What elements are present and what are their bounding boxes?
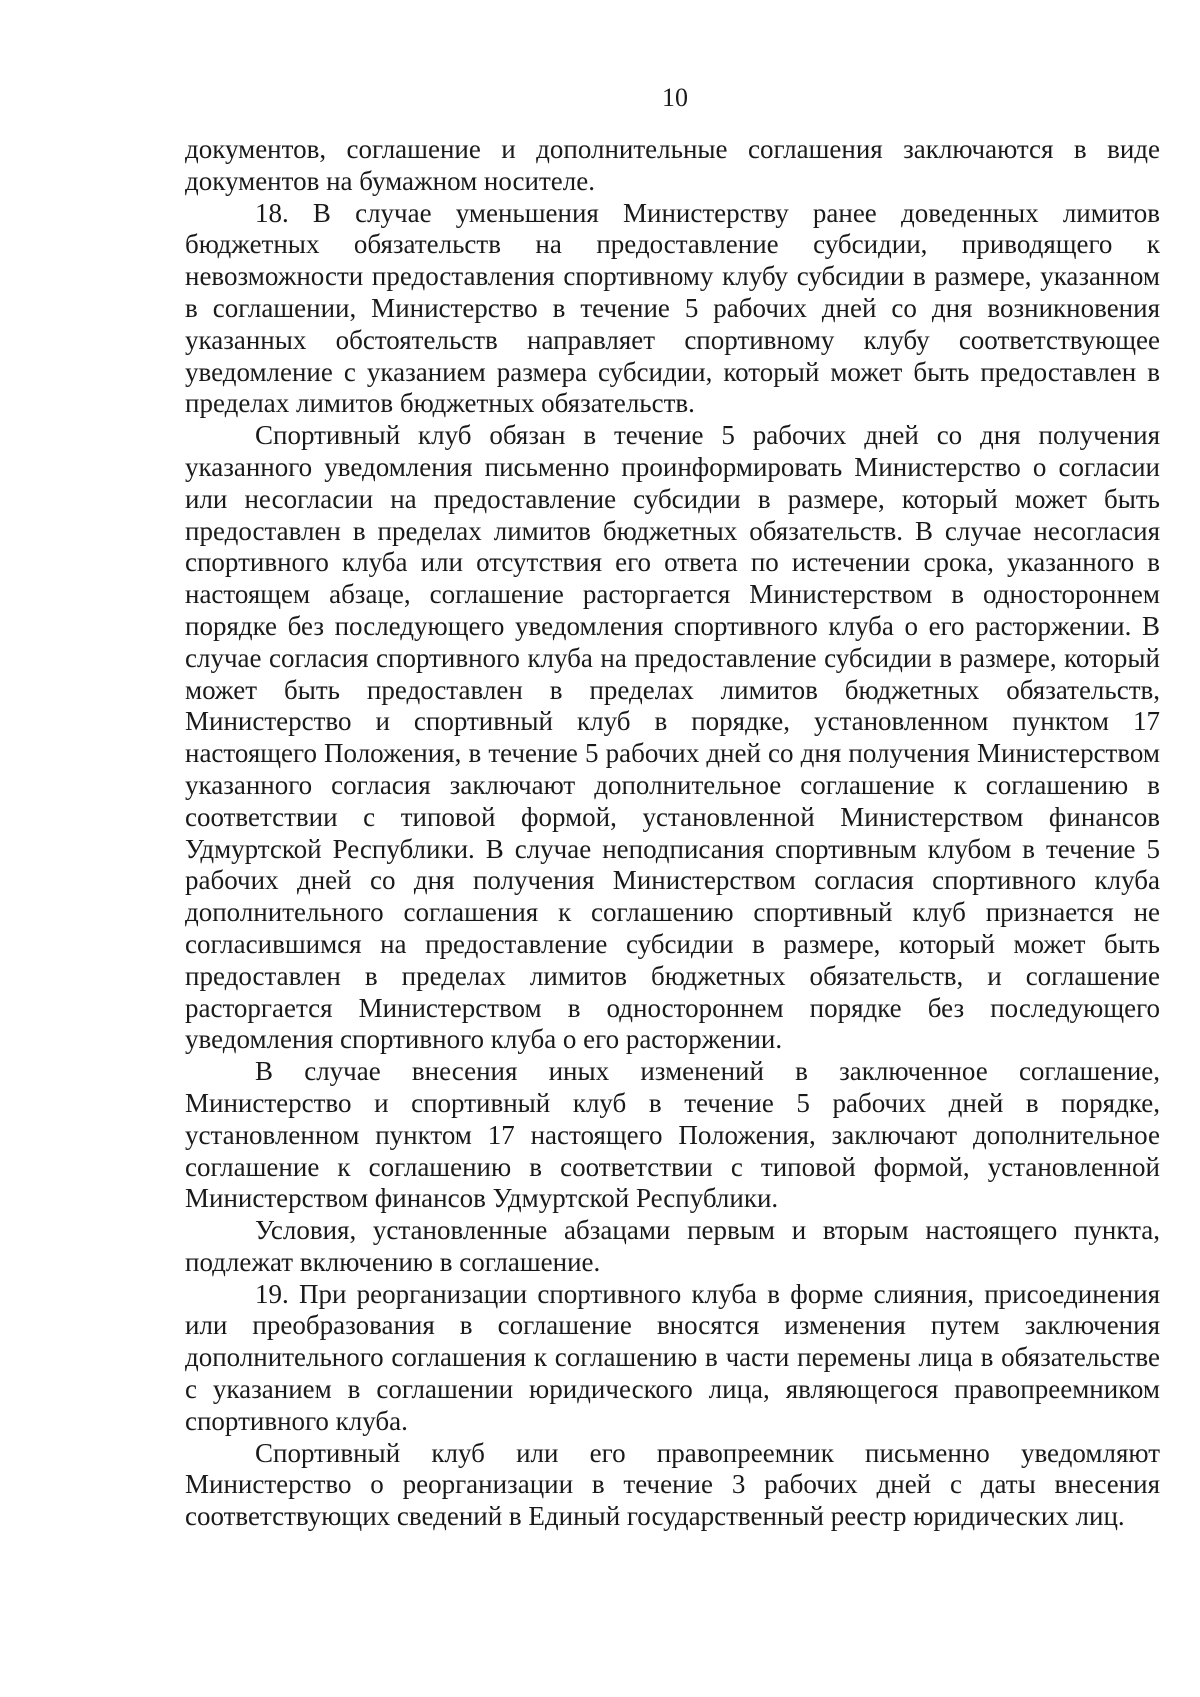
paragraph-item-18: 18. В случае уменьшения Министерству ранее доведенных лимитов бюджетных обязательств на предоставление субсидии, приводящего к невозможности предоставления спортивному клубу субсидии в размере, указанном в соглашении, Министерство в течение 5 рабочих дней со дня возникновения указанных обстоятельств направляет спортивному клубу соответствующее уведомление с указанием размера субсидии, который может быть предоставлен в пределах лимитов бюджетных обязательств. <box>185 197 1160 419</box>
paragraph-reorganization-notice: Спортивный клуб или его правопреемник письменно уведомляют Министерство о реорганизации в течение 3 рабочих дней с даты внесения соответствующих сведений в Единый государственный реестр юридических лиц. <box>185 1437 1160 1532</box>
paragraph-item-19: 19. При реорганизации спортивного клуба в форме слияния, присоединения или преобразования в соглашение вносятся изменения путем заключения дополнительного соглашения к соглашению в части перемены лица в обязательстве с указанием в соглашении юридического лица, являющегося правопреемником спортивного клуба. <box>185 1278 1160 1436</box>
paragraph-continuation: документов, соглашение и дополнительные соглашения заключаются в виде документов на бумажном носителе. <box>185 134 1160 196</box>
page-number: 10 <box>662 83 688 112</box>
paragraph-other-changes: В случае внесения иных изменений в заключенное соглашение, Министерство и спортивный клуб в течение 5 рабочих дней в порядке, установленном пунктом 17 настоящего Положения, заключают дополнительное соглашение к соглашению в соответствии с типовой формой, установленной Министерством финансов Удмуртской Республики. <box>185 1056 1160 1214</box>
paragraph-conditions: Условия, установленные абзацами первым и вторым настоящего пункта, подлежат включению в соглашение. <box>185 1215 1160 1277</box>
document-body <box>185 134 1160 1533</box>
paragraph-club-obligation: Спортивный клуб обязан в течение 5 рабочих дней со дня получения указанного уведомления письменно проинформировать Министерство о согласии или несогласии на предоставление субсидии в размере, который может быть предоставлен в пределах лимитов бюджетных обязательств. В случае несогласия спортивного клуба или отсутствия его ответа по истечении срока, указанного в настоящем абзаце, соглашение расторгается Министерством в одностороннем порядке без последующего уведомления спортивного клуба о его расторжении. В случае согласия спортивного клуба на предоставление субсидии в размере, который может быть предоставлен в пределах лимитов бюджетных обязательств, Министерство и спортивный клуб в порядке, установленном пунктом 17 настоящего Положения, в течение 5 рабочих дней со дня получения Министерством указанного согласия заключают дополнительное соглашение к соглашению в соответствии с типовой формой, установленной Министерством финансов Удмуртской Республики. В случае неподписания спортивным клубом в течение 5 рабочих дней со дня получения Министерством согласия спортивного клуба дополнительного соглашения к соглашению спортивный клуб признается не согласившимся на предоставление субсидии в размере, который может быть предоставлен в пределах лимитов бюджетных обязательств, и соглашение расторгается Министерством в одностороннем порядке без последующего уведомления спортивного клуба о его расторжении. <box>185 420 1160 1055</box>
